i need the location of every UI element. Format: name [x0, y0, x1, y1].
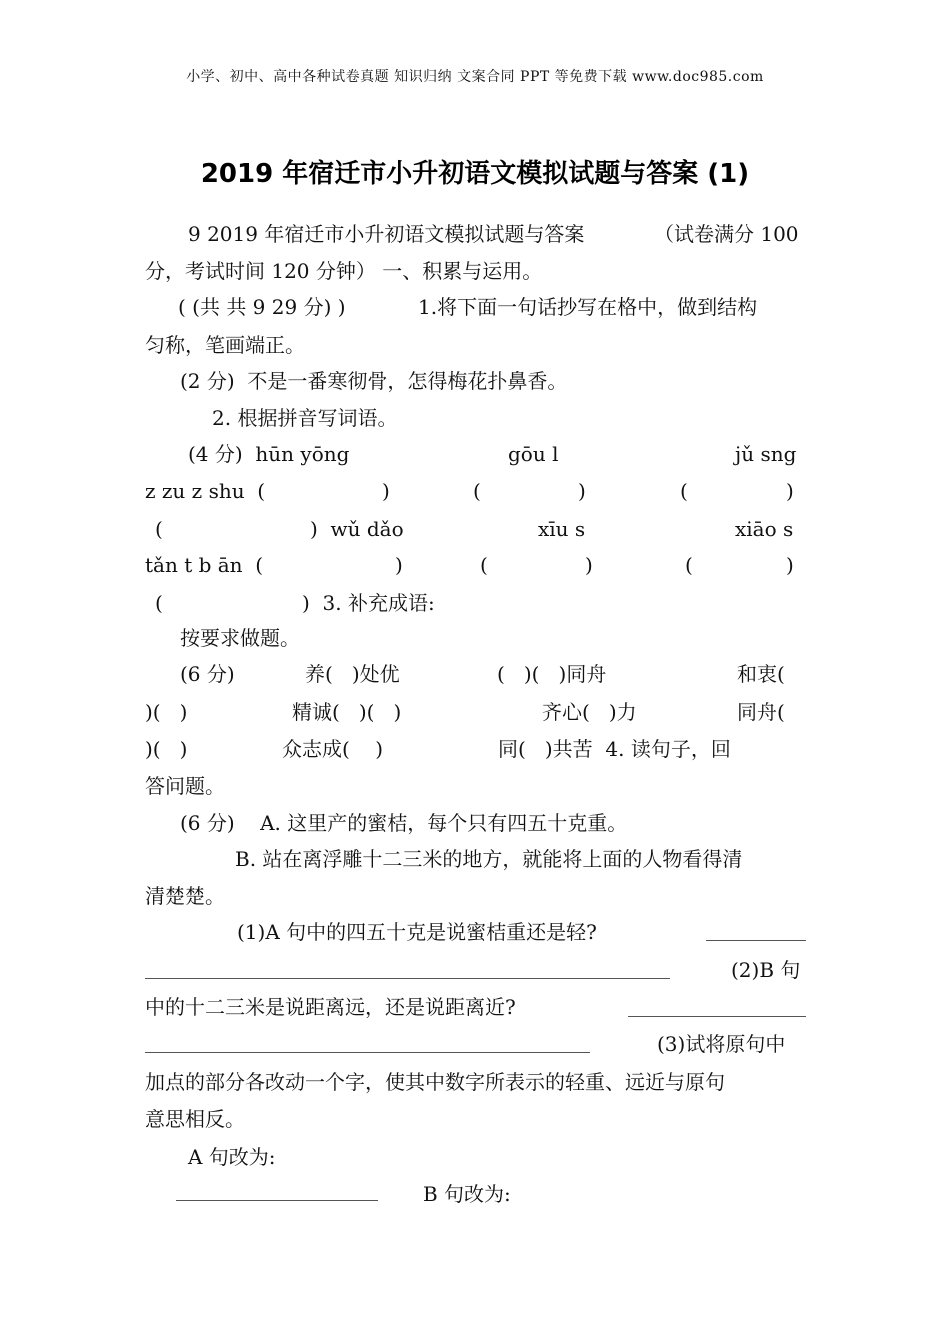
answer-blank-open: (: [155, 517, 163, 541]
q4-sub-3: (3)试将原句中: [657, 1032, 786, 1056]
pinyin-row-3: ) wǔ dǎo: [310, 517, 404, 541]
answer-line: [706, 940, 806, 941]
document-title: 2019 年宿迁市小升初语文模拟试题与答案 (1): [200, 159, 750, 189]
pinyin-item: xiāo s: [735, 517, 794, 541]
q4-sub-3-cont-2: 意思相反。: [145, 1107, 245, 1131]
intro-line-2: 分，考试时间 120 分钟） 一、积累与运用。: [145, 259, 543, 283]
idiom-item: 和衷(: [737, 662, 785, 686]
answer-b-label: B 句改为:: [423, 1182, 511, 1206]
q4-sub-1: (1)A 句中的四五十克是说蜜桔重还是轻?: [237, 920, 597, 944]
idiom-item-cont: )( ): [145, 737, 188, 761]
q4-sentence-a: (6 分) A. 这里产的蜜桔，每个只有四五十克重。: [180, 811, 628, 835]
answer-blank-open: (: [473, 479, 481, 503]
idiom-item: 齐心( )力: [542, 700, 637, 724]
q4-sentence-b-cont: 清楚楚。: [145, 884, 225, 908]
pinyin-item: jǔ sng: [735, 442, 797, 466]
answer-blank-close: ): [395, 553, 403, 577]
answer-line: [628, 1016, 806, 1017]
q4-prompt-cont: 答问题。: [145, 774, 225, 798]
pinyin-row-4: tǎn t b ān (: [145, 553, 264, 577]
intro-line: 9 2019 年宿迁市小升初语文模拟试题与答案: [188, 222, 585, 246]
q4-sub-3-cont: 加点的部分各改动一个字，使其中数字所表示的轻重、远近与原句: [145, 1070, 725, 1094]
pinyin-item: gōu l: [508, 442, 559, 466]
answer-blank-close: ): [585, 553, 593, 577]
idiom-item-cont: )( ): [145, 700, 188, 724]
idiom-item-q4-prompt: 同( )共苦 4. 读句子，回: [498, 737, 731, 761]
q4-sub-2-cont: 中的十二三米是说距离远，还是说距离近?: [145, 995, 516, 1019]
q3-instruction: 按要求做题。: [180, 626, 300, 650]
q1-prompt-cont: 匀称，笔画端正。: [145, 333, 305, 357]
answer-blank-open: (: [680, 479, 688, 503]
pinyin-item: xīu s: [538, 517, 586, 541]
page-header: 小学、初中、高中各种试卷真题 知识归纳 文案合同 PPT 等免费下载 www.doc985.com: [186, 69, 764, 85]
pinyin-row-2: z zu z shu (: [145, 479, 266, 503]
answer-blank-open: (: [480, 553, 488, 577]
q4-sub-2: (2)B 句: [731, 958, 801, 982]
q3-score: (6 分): [180, 662, 235, 686]
idiom-item: 精诚( )( ): [292, 700, 402, 724]
idiom-item: 同舟(: [737, 700, 785, 724]
q1-sentence: (2 分) 不是一番寒彻骨，怎得梅花扑鼻香。: [180, 369, 568, 393]
answer-blank-close: ): [578, 479, 586, 503]
idiom-item: ( )( )同舟: [497, 662, 607, 686]
q2-prompt: 2. 根据拼音写词语。: [212, 406, 398, 430]
answer-blank-close: ): [786, 479, 794, 503]
pinyin-row-1: (4 分) hūn yōng: [188, 442, 350, 466]
answer-line: [145, 978, 670, 979]
idiom-item: 养( )处优: [305, 662, 400, 686]
q4-sentence-b: B. 站在离浮雕十二三米的地方，就能将上面的人物看得清: [235, 847, 743, 871]
answer-blank-open: (: [155, 591, 163, 615]
q3-prompt: ) 3. 补充成语:: [302, 591, 435, 615]
q1-prompt: 1.将下面一句话抄写在格中，做到结构: [418, 295, 758, 319]
answer-blank-close: ): [382, 479, 390, 503]
answer-line: [176, 1200, 378, 1201]
answer-line: [145, 1052, 590, 1053]
answer-a-label: A 句改为:: [188, 1145, 276, 1169]
intro-line-score: （试卷满分 100: [654, 222, 799, 246]
answer-blank-close: ): [786, 553, 794, 577]
section-one-score: ( (共 共 9 29 分) ): [178, 295, 346, 319]
answer-blank-open: (: [685, 553, 693, 577]
idiom-item: 众志成( ): [282, 737, 384, 761]
